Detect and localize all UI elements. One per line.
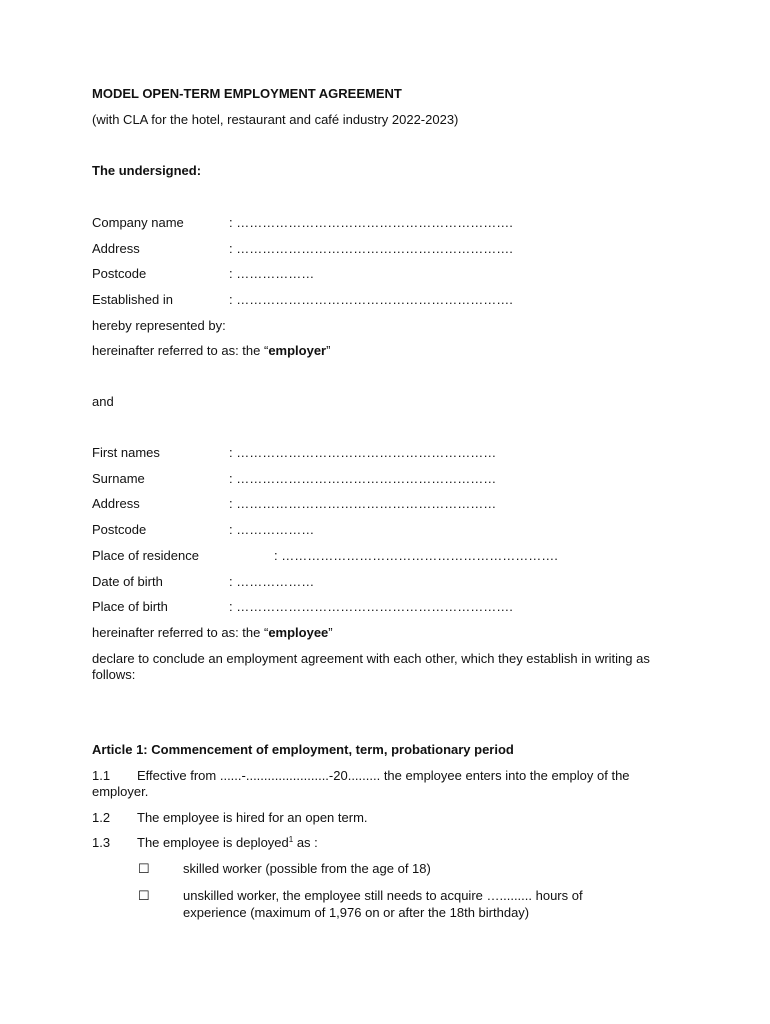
employer-ref-term: employer [268,343,327,358]
field-value: : …………………………………………………… [229,471,497,486]
field-value: : ……………… [229,266,315,281]
field-value: : ………………………………………………………. [229,215,513,230]
checkbox-icon[interactable]: ☐ [138,861,150,876]
field-label: Address [92,241,140,256]
clause-number: 1.2 [92,810,111,825]
clause-text [137,835,318,850]
employer-ref-suffix: ” [326,343,331,358]
field-value: : …………………………………………………… [229,496,497,511]
undersigned-heading: The undersigned: [92,163,202,178]
option-text-line-1: unskilled worker, the employee still needs to acquire …......... hours of [183,888,583,903]
employer-reference [92,343,330,358]
document-subtitle: (with CLA for the hotel, restaurant and café industry 2022-2023) [92,112,459,127]
field-value: : ………………………………………………………. [229,599,513,614]
employee-reference [92,625,333,640]
field-value: : ………………………………………………………. [229,241,513,256]
field-value: : ……………… [229,522,315,537]
field-value: : ……………… [229,574,315,589]
employee-ref-prefix: hereinafter referred to as: the “ [92,625,269,640]
field-value: : …………………………………………………… [229,445,497,460]
employee-ref-term: employee [268,625,329,640]
field-label: Place of residence [92,548,199,563]
clause-text: The employee is hired for an open term. [137,810,368,825]
field-label: Postcode [92,266,147,281]
field-label: First names [92,445,160,460]
clause-text: Effective from ......-.......................-20......... the employee enters into the employ of the employer. [92,768,630,799]
field-label: Surname [92,471,145,486]
clause-text-after: as : [293,835,318,850]
represented-by-text: hereby represented by: [92,318,226,333]
field-label: Postcode [92,522,147,537]
field-label: Company name [92,215,184,230]
option-text-line-2: experience (maximum of 1,976 on or after the 18th birthday) [183,905,530,920]
employee-ref-suffix: ” [328,625,333,640]
field-label: Place of birth [92,599,168,614]
article-1-heading: Article 1: Commencement of employment, term, probationary period [92,742,514,757]
employer-ref-prefix: hereinafter referred to as: the “ [92,343,269,358]
document-title: MODEL OPEN-TERM EMPLOYMENT AGREEMENT [92,86,402,101]
field-label: Date of birth [92,574,163,589]
clause-text-before: The employee is deployed [137,835,289,850]
option-text: skilled worker (possible from the age of 18) [183,861,431,876]
footnote-marker: 1 [288,835,294,844]
field-label: Address [92,496,140,511]
field-value: : ………………………………………………………. [274,548,558,563]
checkbox-icon[interactable]: ☐ [138,888,150,903]
clause-number: 1.1 [92,768,111,783]
field-label: Established in [92,292,173,307]
and-text: and [92,394,114,409]
field-value: : ………………………………………………………. [229,292,513,307]
declare-paragraph: declare to conclude an employment agreement with each other, which they establish in writing as follows: [92,651,650,682]
clause-number: 1.3 [92,835,111,850]
